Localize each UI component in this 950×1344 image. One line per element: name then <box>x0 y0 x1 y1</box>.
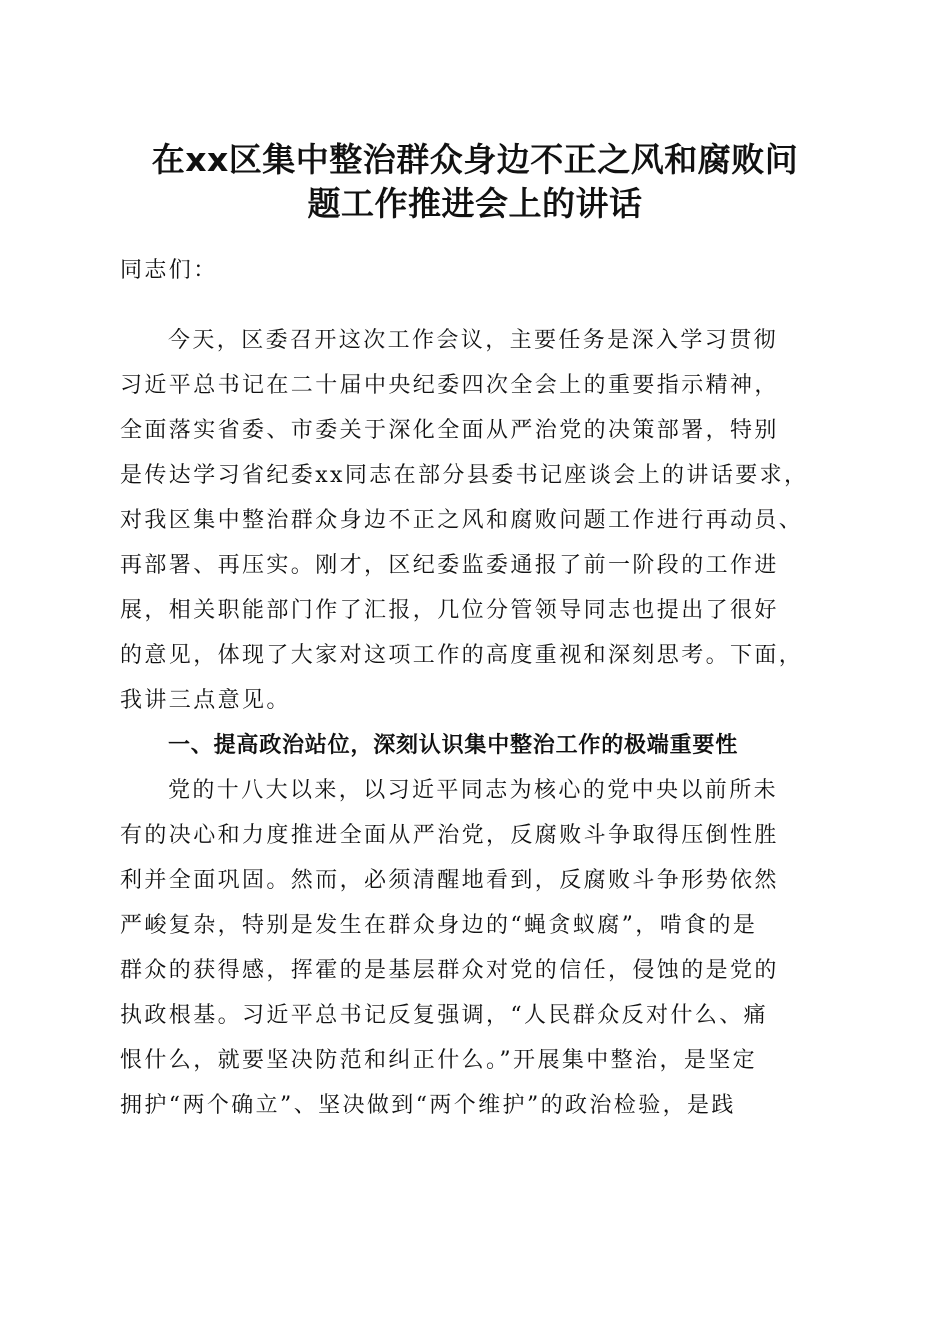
paragraph-line: 习近平总书记在二十届中央纪委四次全会上的重要指示精神， <box>120 373 779 398</box>
paragraph-line: 是传达学习省纪委xx同志在部分县委书记座谈会上的讲话要求， <box>120 463 809 488</box>
paragraph-line: 我讲三点意见。 <box>120 688 291 713</box>
paragraph-line: 再部署、再压实。刚才，区纪委监委通报了前一阶段的工作进 <box>120 553 779 578</box>
paragraph-line: 恨什么，就要坚决防范和纠正什么。”开展集中整治，是坚定 <box>120 1048 758 1073</box>
document-title <box>100 138 850 226</box>
title-line: 在xx区集中整治群众身边不正之风和腐败问 <box>151 140 799 179</box>
paragraph-line: 对我区集中整治群众身边不正之风和腐败问题工作进行再动员、 <box>120 508 804 533</box>
section-heading: 一、提高政治站位，深刻认识集中整治工作的极端重要性 <box>168 733 739 758</box>
title-line: 题工作推进会上的讲话 <box>307 184 643 223</box>
paragraph-line: 党的十八大以来，以习近平同志为核心的党中央以前所未 <box>168 778 779 803</box>
paragraph-line: 执政根基。习近平总书记反复强调，“人民群众反对什么、痛 <box>120 1003 769 1028</box>
paragraph-line: 展，相关职能部门作了汇报，几位分管领导同志也提出了很好 <box>120 598 779 623</box>
paragraph-line: 拥护“两个确立”、坚决做到“两个维护”的政治检验，是践 <box>120 1093 736 1118</box>
paragraph-line: 利并全面巩固。然而，必须清醒地看到，反腐败斗争形势依然 <box>120 868 779 893</box>
paragraph-line: 严峻复杂，特别是发生在群众身边的“蝇贪蚁腐”，啃食的是 <box>120 913 758 938</box>
paragraph-line: 全面落实省委、市委关于深化全面从严治党的决策部署，特别 <box>120 418 779 443</box>
paragraph-line: 的意见，体现了大家对这项工作的高度重视和深刻思考。下面， <box>120 643 804 668</box>
salutation: 同志们： <box>120 258 218 283</box>
paragraph-line: 群众的获得感，挥霍的是基层群众对党的信任，侵蚀的是党的 <box>120 958 779 983</box>
paragraph-line: 有的决心和力度推进全面从严治党，反腐败斗争取得压倒性胜 <box>120 823 779 848</box>
paragraph-line: 今天，区委召开这次工作会议，主要任务是深入学习贯彻 <box>168 328 779 353</box>
